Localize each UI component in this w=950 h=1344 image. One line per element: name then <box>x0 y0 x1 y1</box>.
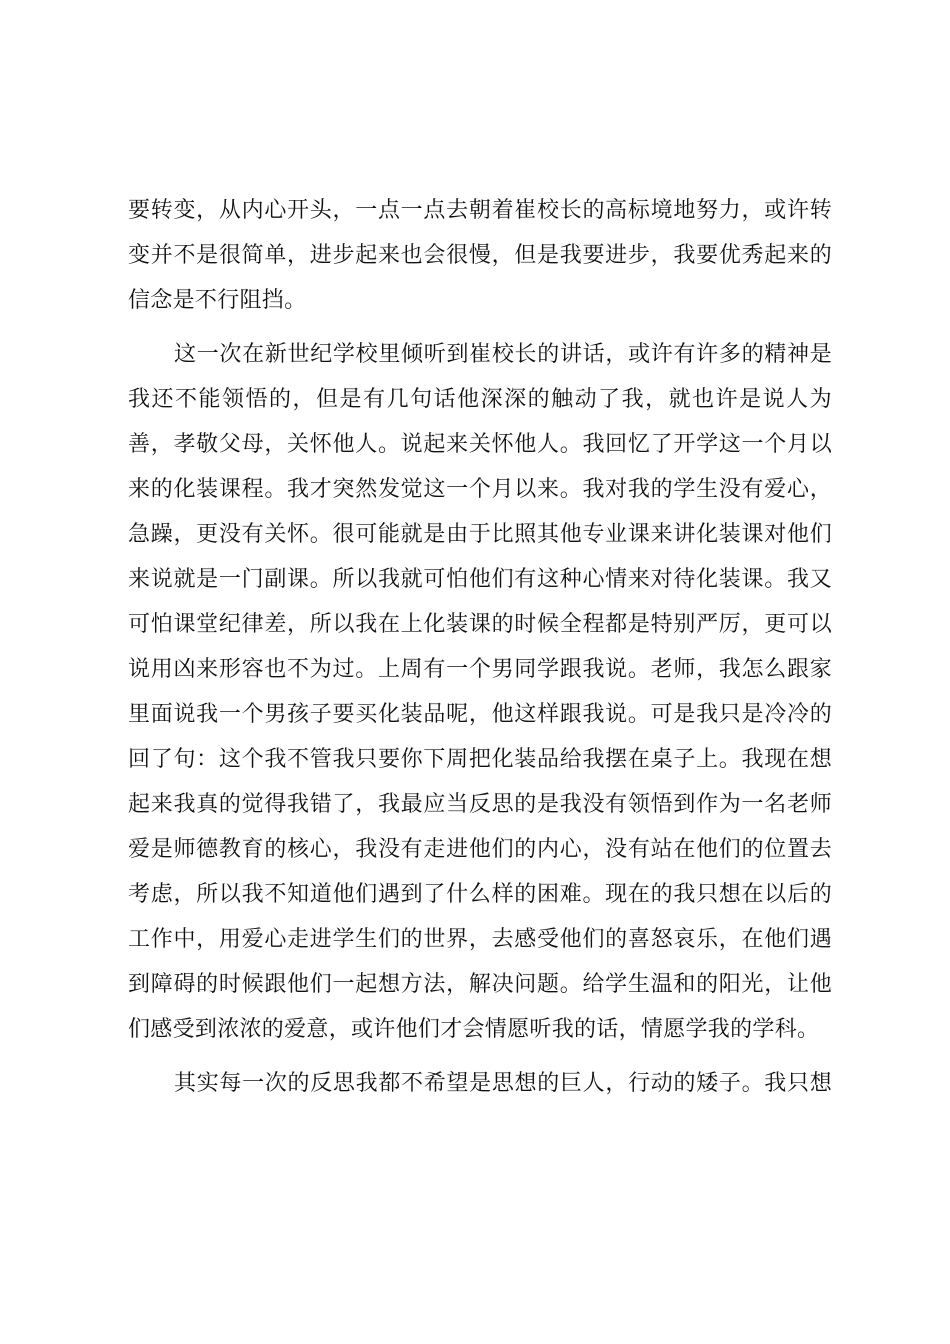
text-line: 起来我真的觉得我错了，我最应当反思的是我没有领悟到作为一名老师 <box>128 792 832 817</box>
text-line: 来的化装课程。我才突然发觉这一个月以来。我对我的学生没有爱心， <box>128 477 832 502</box>
text-line: 要转变，从内心开头，一点一点去朝着崔校长的高标境地努力，或许转 <box>128 198 832 223</box>
text-line: 信念是不行阻挡。 <box>128 288 307 313</box>
text-line: 回了句：这个我不管我只要你下周把化装品给我摆在桌子上。我现在想 <box>128 747 832 772</box>
text-line: 到障碍的时候跟他们一起想方法，解决问题。给学生温和的阳光，让他 <box>128 972 832 997</box>
text-line: 们感受到浓浓的爱意，或许他们才会情愿听我的话，情愿学我的学科。 <box>128 1017 820 1042</box>
text-line: 爱是师德教育的核心，我没有走进他们的内心，没有站在他们的位置去 <box>128 837 832 862</box>
paragraph-first-line: 这一次在新世纪学校里倾听到崔校长的讲话，或许有许多的精神是 <box>174 342 832 367</box>
text-line: 急躁，更没有关怀。很可能就是由于比照其他专业课来讲化装课对他们 <box>128 522 832 547</box>
text-line: 里面说我一个男孩子要买化装品呢，他这样跟我说。可是我只是冷冷的 <box>128 702 832 727</box>
text-line: 说用凶来形容也不为过。上周有一个男同学跟我说。老师，我怎么跟家 <box>128 657 832 682</box>
text-line: 工作中，用爱心走进学生们的世界，去感受他们的喜怒哀乐，在他们遇 <box>128 927 832 952</box>
text-line: 可怕课堂纪律差，所以我在上化装课的时候全程都是特别严厉，更可以 <box>128 612 832 637</box>
text-line: 我还不能领悟的，但是有几句话他深深的触动了我，就也许是说人为 <box>128 387 832 412</box>
text-line: 考虑，所以我不知道他们遇到了什么样的困难。现在的我只想在以后的 <box>128 882 832 907</box>
text-line: 变并不是很简单，进步起来也会很慢，但是我要进步，我要优秀起来的 <box>128 243 832 268</box>
text-line: 善，孝敬父母，关怀他人。说起来关怀他人。我回忆了开学这一个月以 <box>128 432 832 457</box>
text-line: 来说就是一门副课。所以我就可怕他们有这种心情来对待化装课。我又 <box>128 567 832 592</box>
paragraph-first-line: 其实每一次的反思我都不希望是思想的巨人，行动的矮子。我只想 <box>174 1071 832 1096</box>
